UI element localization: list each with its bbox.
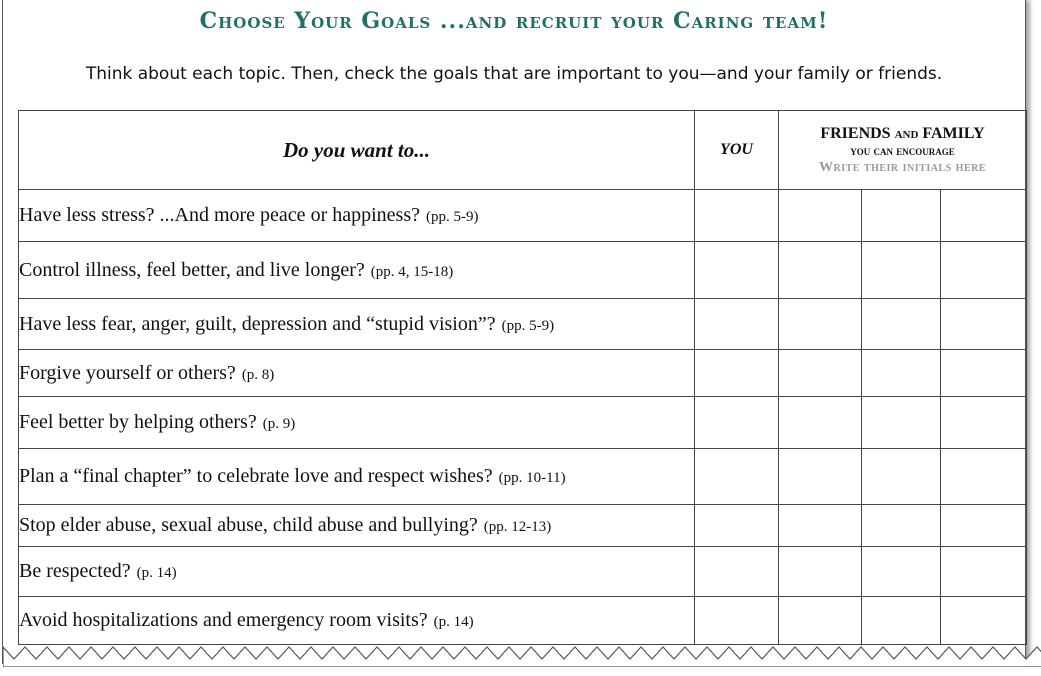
goal-text: Stop elder abuse, sexual abuse, child abuse and bullying? bbox=[19, 514, 478, 536]
goal-question bbox=[19, 547, 695, 597]
page-reference: (pp. 5-9) bbox=[501, 317, 555, 334]
goal-question bbox=[19, 299, 695, 350]
friend-initials-cell[interactable] bbox=[941, 190, 1027, 242]
friend-initials-cell[interactable] bbox=[941, 505, 1027, 547]
friend-initials-cell[interactable] bbox=[779, 547, 862, 597]
page-reference: (pp. 4, 15-18) bbox=[370, 263, 454, 280]
table-header-row bbox=[19, 111, 1027, 190]
goal-question bbox=[19, 505, 695, 547]
goal-text: Plan a “final chapter” to celebrate love and respect wishes? bbox=[19, 465, 493, 487]
friend-initials-cell[interactable] bbox=[862, 242, 941, 299]
table-row bbox=[19, 350, 1027, 397]
page-reference: (p. 14) bbox=[136, 565, 177, 581]
friend-initials-cell[interactable] bbox=[779, 449, 862, 505]
friend-initials-cell[interactable] bbox=[941, 242, 1027, 299]
goal-question bbox=[19, 190, 695, 242]
goal-question bbox=[19, 350, 695, 397]
encourage-label: you can encourage bbox=[850, 142, 955, 158]
you-check-cell[interactable] bbox=[695, 242, 779, 299]
initials-instruction: Write their initials here bbox=[818, 159, 987, 175]
goals-table bbox=[18, 110, 1027, 645]
friend-initials-cell[interactable] bbox=[779, 190, 862, 242]
goal-text: Forgive yourself or others? bbox=[19, 361, 236, 384]
friend-initials-cell[interactable] bbox=[862, 350, 941, 397]
question-column-header: Do you want to... bbox=[19, 111, 695, 190]
instructions: Think about each topic. Then, check the goals that are important to you—and your family or friends. bbox=[85, 64, 943, 84]
page-reference: (pp. 5-9) bbox=[425, 209, 479, 225]
table-row bbox=[19, 299, 1027, 350]
friend-initials-cell[interactable] bbox=[941, 547, 1027, 597]
worksheet-page bbox=[2, 0, 1026, 664]
table-row bbox=[19, 190, 1027, 242]
friends-family-label: FRIENDS and FAMILY bbox=[820, 124, 985, 142]
friend-initials-cell[interactable] bbox=[862, 547, 941, 597]
you-check-cell[interactable] bbox=[695, 505, 779, 547]
page-reference: (p. 8) bbox=[241, 366, 275, 383]
friend-initials-cell[interactable] bbox=[862, 505, 941, 547]
friend-initials-cell[interactable] bbox=[862, 299, 941, 350]
goal-text: Be respected? bbox=[19, 560, 131, 582]
friend-initials-cell[interactable] bbox=[941, 350, 1027, 397]
you-check-cell[interactable] bbox=[695, 397, 779, 449]
friend-initials-cell[interactable] bbox=[779, 299, 862, 350]
page-reference: (pp. 10-11) bbox=[498, 470, 566, 486]
friend-initials-cell[interactable] bbox=[862, 397, 941, 449]
friend-initials-cell[interactable] bbox=[941, 299, 1027, 350]
friend-initials-cell[interactable] bbox=[779, 242, 862, 299]
you-check-cell[interactable] bbox=[695, 350, 779, 397]
friend-initials-cell[interactable] bbox=[779, 350, 862, 397]
goal-text: Avoid hospitalizations and emergency room visits? bbox=[19, 609, 428, 631]
table-row bbox=[19, 242, 1027, 299]
you-check-cell[interactable] bbox=[695, 547, 779, 597]
page-reference: (pp. 12-13) bbox=[483, 519, 552, 535]
friend-initials-cell[interactable] bbox=[862, 449, 941, 505]
page-title: Choose Your Goals ...and recruit your Caring team! bbox=[199, 8, 829, 34]
you-column-header: YOU bbox=[695, 111, 779, 190]
friend-initials-cell[interactable] bbox=[941, 449, 1027, 505]
you-check-cell[interactable] bbox=[695, 190, 779, 242]
friend-initials-cell[interactable] bbox=[941, 397, 1027, 449]
goal-text: Feel better by helping others? bbox=[19, 411, 257, 433]
friends-family-column-header bbox=[779, 111, 1027, 190]
you-check-cell[interactable] bbox=[695, 449, 779, 505]
you-check-cell[interactable] bbox=[695, 299, 779, 350]
table-row bbox=[19, 397, 1027, 449]
goal-text: Control illness, feel better, and live longer? bbox=[19, 258, 365, 281]
goal-text: Have less fear, anger, guilt, depression and “stupid vision”? bbox=[19, 312, 496, 335]
table-row bbox=[19, 547, 1027, 597]
page-reference: (p. 9) bbox=[262, 416, 296, 432]
torn-edge bbox=[3, 637, 1041, 667]
friend-initials-cell[interactable] bbox=[779, 397, 862, 449]
table-row bbox=[19, 505, 1027, 547]
page-reference: (p. 14) bbox=[433, 614, 474, 630]
goal-question bbox=[19, 449, 695, 505]
friend-initials-cell[interactable] bbox=[779, 505, 862, 547]
goal-question bbox=[19, 242, 695, 299]
goal-text: Have less stress? ...And more peace or happiness? bbox=[19, 204, 420, 226]
goal-question bbox=[19, 397, 695, 449]
friend-initials-cell[interactable] bbox=[862, 190, 941, 242]
table-row bbox=[19, 449, 1027, 505]
